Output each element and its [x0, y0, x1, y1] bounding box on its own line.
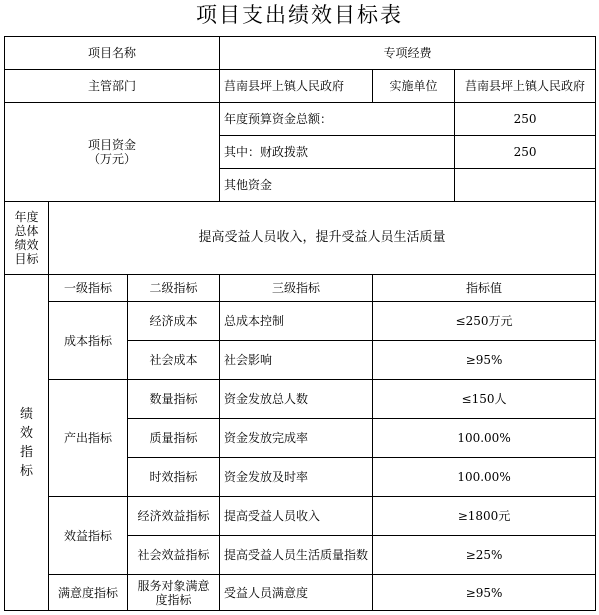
other-funds-value — [455, 169, 596, 202]
performance-indicator-label — [5, 275, 49, 611]
value-cell: ≥95% — [373, 341, 596, 380]
table-row — [5, 497, 596, 536]
value-cell: 100.00% — [373, 419, 596, 458]
perf-label-char: 指 — [19, 444, 33, 460]
table-row — [5, 380, 596, 419]
level2-cell: 时效指标 — [128, 458, 220, 497]
level3-cell: 总成本控制 — [220, 302, 373, 341]
value-cell: ≥25% — [373, 536, 596, 575]
goal-label-char: 绩效 — [14, 238, 39, 252]
annual-goal-label — [5, 202, 49, 275]
budget-total-label: 年度预算资金总额： — [220, 103, 455, 136]
header-value: 指标值 — [373, 275, 596, 302]
fiscal-value: 250 — [455, 136, 596, 169]
value-cell: ≤150人 — [373, 380, 596, 419]
level3-cell: 资金发放及时率 — [220, 458, 373, 497]
fiscal-label: 其中：财政拨款 — [220, 136, 455, 169]
impl-value: 莒南县坪上镇人民政府 — [455, 70, 596, 103]
funds-label-line1: 项目资金 — [88, 138, 137, 152]
header-level2: 二级指标 — [128, 275, 220, 302]
perf-label-char: 效 — [19, 425, 33, 441]
project-name-value: 专项经费 — [220, 37, 596, 70]
header-level1: 一级指标 — [49, 275, 128, 302]
level1-cell: 效益指标 — [49, 497, 128, 575]
funds-label — [5, 103, 220, 202]
level1-cell: 产出指标 — [49, 380, 128, 497]
level1-cell: 满意度指标 — [49, 575, 128, 611]
value-cell: 100.00% — [373, 458, 596, 497]
goal-label-char: 总体 — [14, 224, 39, 238]
level3-cell: 提高受益人员收入 — [220, 497, 373, 536]
level2-cell: 经济效益指标 — [128, 497, 220, 536]
level2-cell: 经济成本 — [128, 302, 220, 341]
perf-label-char: 标 — [19, 463, 33, 479]
value-cell: ≤250万元 — [373, 302, 596, 341]
level1-cell: 成本指标 — [49, 302, 128, 380]
page-title: 项目支出绩效目标表 — [196, 3, 403, 27]
level2-cell: 质量指标 — [128, 419, 220, 458]
perf-label-char: 绩 — [19, 406, 33, 422]
annual-goal-text: 提高受益人员收入，提升受益人员生活质量 — [49, 202, 596, 275]
project-name-label: 项目名称 — [5, 37, 220, 70]
level2-cell: 数量指标 — [128, 380, 220, 419]
performance-table — [4, 36, 596, 611]
impl-label: 实施单位 — [373, 70, 455, 103]
level2-cell: 社会效益指标 — [128, 536, 220, 575]
goal-label-char: 年度 — [14, 210, 39, 224]
goal-label-char: 目标 — [14, 252, 39, 266]
level3-cell: 资金发放总人数 — [220, 380, 373, 419]
level2-cell: 社会成本 — [128, 341, 220, 380]
level3-cell: 资金发放完成率 — [220, 419, 373, 458]
budget-total-value: 250 — [455, 103, 596, 136]
dept-value: 莒南县坪上镇人民政府 — [220, 70, 373, 103]
table-row — [5, 302, 596, 341]
other-funds-label: 其他资金 — [220, 169, 455, 202]
funds-label-line2: （万元） — [88, 152, 137, 166]
table-row — [5, 575, 596, 611]
level3-cell: 提高受益人员生活质量指数 — [220, 536, 373, 575]
value-cell: ≥1800元 — [373, 497, 596, 536]
level3-cell: 受益人员满意度 — [220, 575, 373, 611]
level3-cell: 社会影响 — [220, 341, 373, 380]
header-level3: 三级指标 — [220, 275, 373, 302]
dept-label: 主管部门 — [5, 70, 220, 103]
value-cell: ≥95% — [373, 575, 596, 611]
level2-cell: 服务对象满意度指标 — [128, 575, 220, 611]
